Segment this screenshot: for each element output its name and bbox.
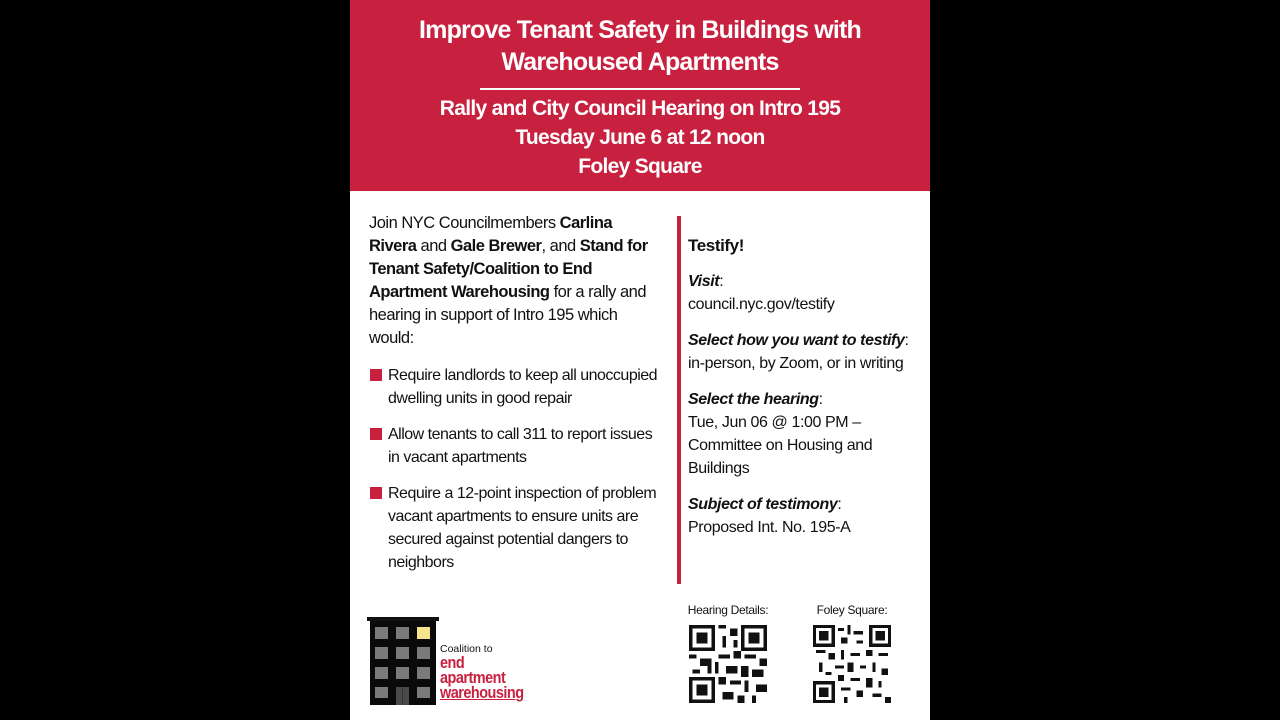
- list-item: [370, 482, 660, 574]
- step-value: in-person, by Zoom, or in writing: [688, 355, 904, 372]
- testify-step: Visit: council.nyc.gov/testify: [688, 273, 835, 313]
- step-label: Select how you want to testify: [688, 332, 905, 349]
- event-date: Tuesday June 6 at 12 noon: [515, 126, 765, 149]
- building-icon: [367, 617, 439, 712]
- header-banner: [350, 0, 930, 191]
- list-item: [370, 364, 660, 410]
- step-label: Visit: [688, 273, 720, 290]
- testify-panel: [688, 234, 923, 552]
- bullet-square-icon: [370, 487, 382, 499]
- step-value: Tue, Jun 06 @ 1:00 PM – Committee on Housing and Buildings: [688, 414, 873, 477]
- qr-label: Hearing Details:: [687, 603, 769, 617]
- intro-text: for a rally and hearing in support of Intro 195 which would:: [369, 283, 647, 347]
- bullet-square-icon: [370, 428, 382, 440]
- title-line-2: Warehoused Apartments: [501, 48, 779, 76]
- qr-foley-square: [807, 603, 897, 706]
- councilmember-1: Carlina Rivera: [369, 214, 613, 255]
- testify-heading: Testify!: [688, 236, 744, 255]
- intro-text: Join NYC Councilmembers: [369, 214, 560, 232]
- step-label: Select the hearing: [688, 391, 819, 408]
- intro-paragraph: [369, 212, 659, 350]
- qr-hearing-details: [683, 603, 773, 706]
- event-name: Rally and City Council Hearing on Intro 195: [439, 97, 841, 120]
- step-label: Subject of testimony: [688, 496, 838, 513]
- event-details: [350, 94, 930, 181]
- event-location: Foley Square: [578, 155, 702, 178]
- qr-code-icon[interactable]: [813, 625, 891, 703]
- list-item-text: Require a 12-point inspection of problem vacant apartments to ensure units are secured against potential dangers to neighbors: [388, 485, 657, 571]
- bill-provisions-list: [370, 364, 660, 587]
- logo-line-2: apartment: [440, 668, 506, 687]
- intro-text: , and: [541, 237, 580, 255]
- organization-name: Stand for Tenant Safety/Coalition to End Apartment Warehousing: [369, 237, 648, 301]
- bullet-square-icon: [370, 369, 382, 381]
- flyer-title: [350, 14, 930, 78]
- logo-line-1: end: [440, 653, 465, 672]
- coalition-logo: [440, 643, 538, 700]
- list-item: [370, 423, 660, 469]
- list-item-text: Allow tenants to call 311 to report issues in vacant apartments: [388, 426, 653, 466]
- logo-line-3: warehousing: [440, 683, 524, 702]
- intro-text: and: [416, 237, 451, 255]
- title-line-1: Improve Tenant Safety in Buildings with: [419, 16, 861, 44]
- testify-step: Subject of testimony: Proposed Int. No. 195-A: [688, 496, 851, 536]
- accent-bar: [677, 216, 681, 584]
- qr-code-icon[interactable]: [689, 625, 767, 703]
- testify-step: Select the hearing: Tue, Jun 06 @ 1:00 PM – Committee on Housing and Buildings: [688, 391, 873, 477]
- flyer: [350, 0, 930, 720]
- step-value: Proposed Int. No. 195-A: [688, 519, 851, 536]
- logo-small-text: Coalition to: [440, 643, 493, 655]
- testify-step: Select how you want to testify: in-person, by Zoom, or in writing: [688, 332, 909, 372]
- list-item-text: Require landlords to keep all unoccupied dwelling units in good repair: [388, 367, 658, 407]
- qr-label: Foley Square:: [816, 603, 888, 617]
- councilmember-2: Gale Brewer: [450, 237, 542, 255]
- testify-url: council.nyc.gov/testify: [688, 296, 835, 313]
- title-divider: [480, 88, 800, 90]
